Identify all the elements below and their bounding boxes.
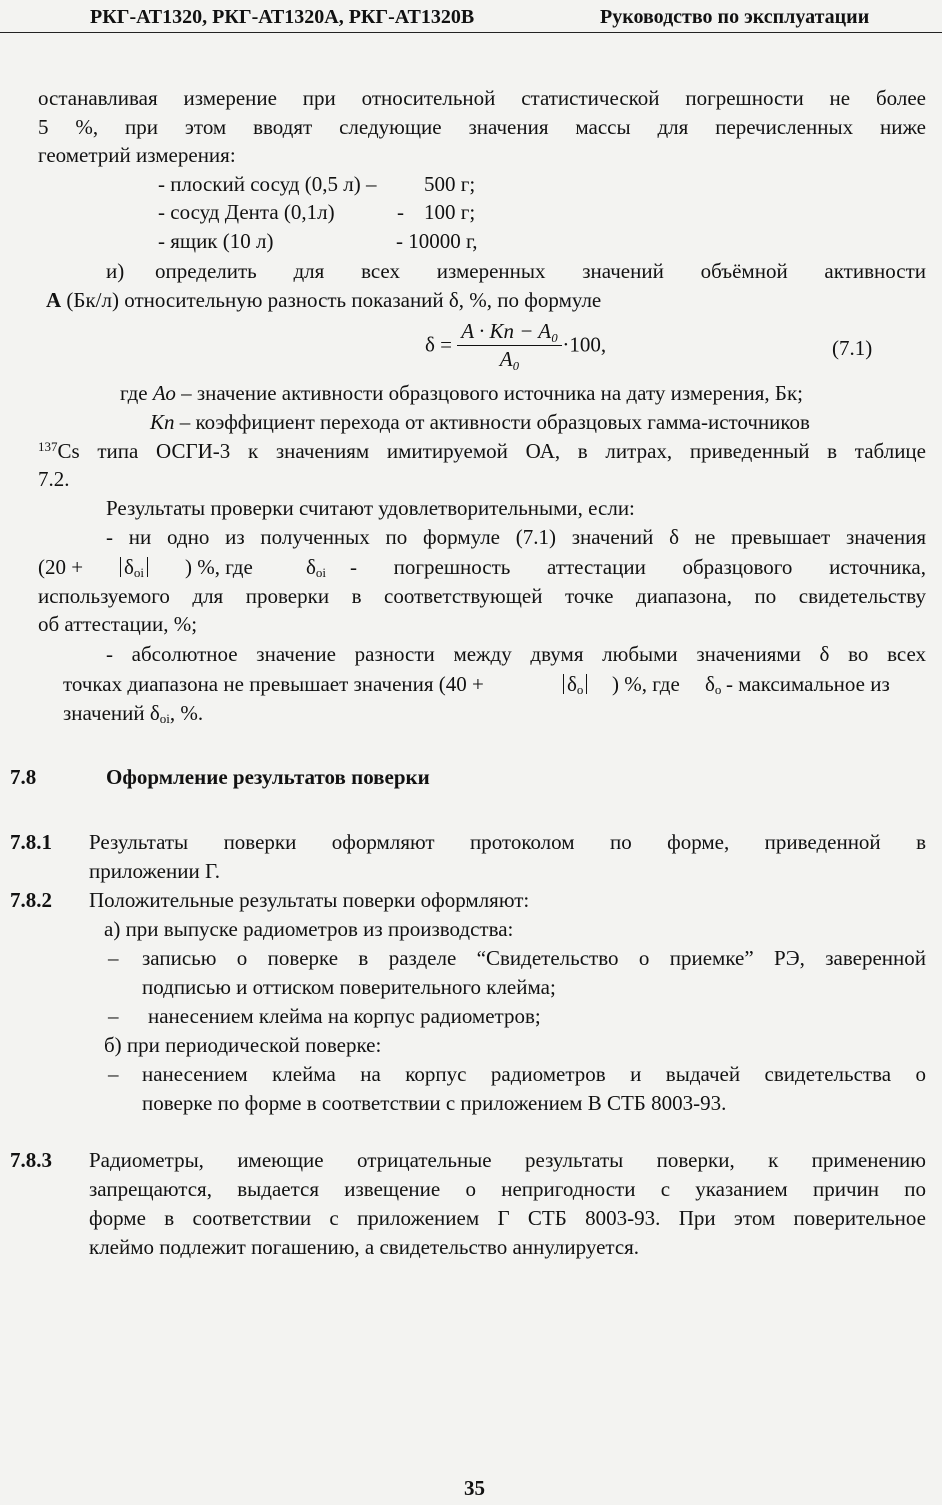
formula-lhs: δ = <box>425 332 452 357</box>
formula-numerator: A · Kn − A₀ <box>457 318 562 346</box>
s783-line-2: запрещаются, выдается извещение о непригодности с указанием причин по <box>89 1177 926 1201</box>
formula-multiplier: ·100, <box>562 332 607 357</box>
intro-line-2: 5 %, при этом вводят следующие значения массы для перечисленных ниже <box>38 115 926 139</box>
s783-line-1: Радиометры, имеющие отрицательные результаты поверки, к применению <box>89 1148 926 1172</box>
geometry-dash-2: - <box>397 200 404 224</box>
step-i-line-2: А (Бк/л) относительную разность показаний δ, %, по формуле <box>46 288 602 312</box>
criterion-1-abs-delta-oi: $\delta_{oi}$ <box>120 553 148 582</box>
criterion-2-c: - максимальное из <box>726 672 890 696</box>
criterion-2-b: ) %, где <box>612 672 680 696</box>
step-i-letter: и) <box>106 259 125 283</box>
s782-b: б) при периодической поверке: <box>104 1033 382 1057</box>
s783-number: 7.8.3 <box>10 1148 52 1172</box>
section-7-8-number: 7.8 <box>10 765 37 789</box>
where-kn-line-2: $^{137}$Cs типа ОСГИ-3 к значениям имитируемой ОА, в литрах, приведенный в таблице <box>38 439 926 463</box>
s782-a-item1-line-1: записью о поверке в разделе “Свидетельство о приемке” РЭ, заверенной <box>142 946 926 970</box>
s782-b-item1-line-2: поверке по форме в соответствии с приложением В СТБ 8003-93. <box>142 1091 727 1115</box>
criterion-1-line-3: используемого для проверки в соответствующей точке диапазона, по свидетельству <box>38 584 926 608</box>
s782-b-item1-line-1: нанесением клейма на корпус радиометров и выдачей свидетельства о <box>142 1062 926 1086</box>
geometry-mass-1: 500 г; <box>424 172 476 196</box>
geometry-mass-3: - 10000 г, <box>396 229 478 253</box>
step-i-line-1: определить для всех измеренных значений объёмной активности <box>155 259 926 283</box>
header-doc-type: Руководство по эксплуатации <box>600 6 870 28</box>
s782-a-item2-dash: – <box>108 1004 119 1028</box>
criterion-1-a: (20 + <box>38 555 84 579</box>
criterion-2-delta-o: $\delta_о$ <box>705 672 722 697</box>
s782-line-1: Положительные результаты поверки оформляют: <box>89 888 530 912</box>
s781-number: 7.8.1 <box>10 830 52 854</box>
s783-line-4: клеймо подлежит погашению, а свидетельство аннулируется. <box>89 1235 640 1259</box>
formula-fraction <box>457 318 562 372</box>
s782-a-item1-dash: – <box>108 946 119 970</box>
s782-b-item1-dash: – <box>108 1062 119 1086</box>
s782-a-item1-line-2: подписью и оттиском поверительного клейма; <box>142 975 556 999</box>
geometry-name-3: - ящик (10 л) <box>158 229 274 253</box>
criterion-2-a: точках диапазона не превышает значения (40 + <box>63 672 484 696</box>
criterion-1-line-4: об аттестации, %; <box>38 612 198 636</box>
geometry-name-2: - сосуд Дента (0,1л) <box>158 200 335 224</box>
criterion-2-abs-delta-o: $\delta_о$ <box>563 670 587 699</box>
s782-number: 7.8.2 <box>10 888 52 912</box>
criterion-2-line-1: - абсолютное значение разности между двумя любыми значениями δ во всех <box>106 642 926 666</box>
header-rule <box>0 32 942 33</box>
criterion-1-b: ) %, где <box>185 555 253 579</box>
results-intro: Результаты проверки считают удовлетворительными, если: <box>106 496 635 520</box>
formula-denominator: A₀ <box>499 347 520 371</box>
criterion-1-line-1: - ни одно из полученных по формуле (7.1) значений δ не превышает значения <box>106 525 926 549</box>
criterion-2-line-3: значений $\delta_{oi}$, %. <box>63 701 204 726</box>
where-kn-line-3: 7.2. <box>38 467 70 491</box>
page-number: 35 <box>464 1476 485 1500</box>
s782-a: а) при выпуске радиометров из производства: <box>104 917 514 941</box>
s781-line-1: Результаты поверки оформляют протоколом по форме, приведенной в <box>89 830 926 854</box>
geometry-mass-2: 100 г; <box>424 200 476 224</box>
where-kn-line-1: Кп – коэффициент перехода от активности образцовых гамма-источников <box>150 410 810 434</box>
s782-a-item2: нанесением клейма на корпус радиометров; <box>148 1004 541 1028</box>
section-7-8-title: Оформление результатов поверки <box>106 765 430 789</box>
header-models: РКГ-АТ1320, РКГ-АТ1320А, РКГ-АТ1320В <box>90 6 475 28</box>
criterion-1-c: - погрешность аттестации образцового источника, <box>350 555 926 579</box>
criterion-1-delta-oi: $\delta_{oi}$ <box>306 555 327 580</box>
formula-7-1 <box>425 318 606 372</box>
intro-line-3: геометрий измерения: <box>38 143 236 167</box>
where-a0: где Ао – значение активности образцового источника на дату измерения, Бк; <box>120 381 803 405</box>
s783-line-3: форме в соответствии с приложением Г СТБ 8003-93. При этом поверительное <box>89 1206 926 1230</box>
formula-number: (7.1) <box>832 336 873 360</box>
geometry-name-1: - плоский сосуд (0,5 л) – <box>158 172 377 196</box>
s781-line-2: приложении Г. <box>89 859 220 883</box>
intro-line-1: останавливая измерение при относительной статистической погрешности не более <box>38 86 926 110</box>
